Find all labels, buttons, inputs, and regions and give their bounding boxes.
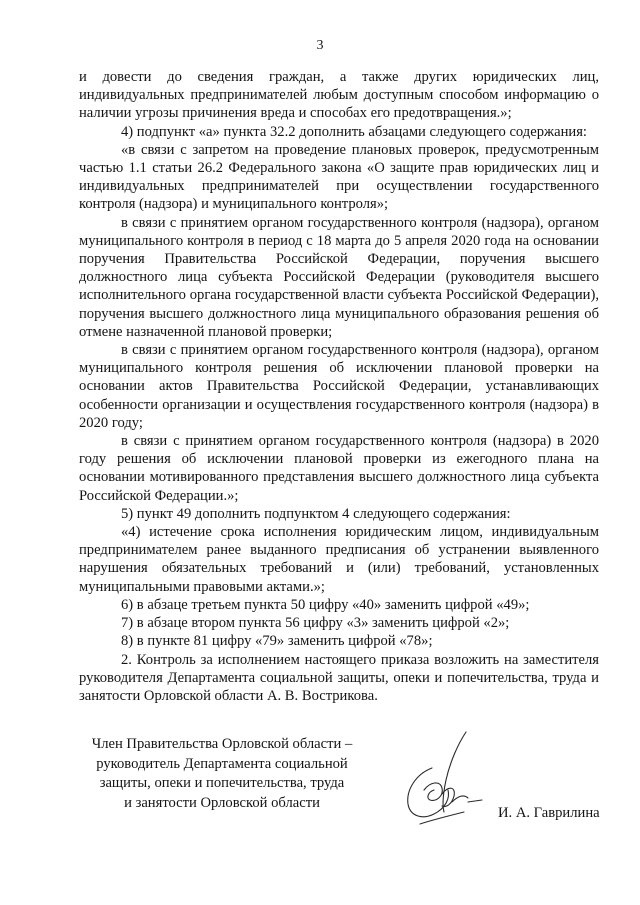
signatory-position-line: Член Правительства Орловской области – [91, 736, 353, 752]
paragraph: в связи с принятием органом государственного контроля (надзора), органом муниципального контроля в период с 18 марта до 5 апреля 2020 года на основании поручения Правительства Российской Федерации, поручения высшего должностного лица субъекта Российской Федерации (руководителя высшего исполнительного органа государственной власти субъекта Российской Федерации), поручения высшего должностного лица муниципального образования решения об отмене назначенной плановой проверки; [79, 214, 599, 340]
signatory-position-line: защиты, опеки и попечительства, труда [99, 775, 345, 791]
handwritten-signature-icon [402, 728, 484, 830]
paragraph: в связи с принятием органом государственного контроля (надзора), органом муниципального контроля решения об исключении плановой проверки на основании актов Правительства Российской Федерации, устанавливающих особенности организации и осуществления государственного контроля (надзора) в 2020 году; [79, 342, 599, 431]
paragraph: 7) в абзаце втором пункта 56 цифру «3» заменить цифрой «2»; [121, 615, 510, 632]
signer-name: И. А. Гаврилина [498, 805, 600, 821]
paragraph: и довести до сведения граждан, а также других юридических лиц, индивидуальных предпринимателей любым доступным способом информацию о наличии угрозы причинения вреда и способах его предотвращения.»; [79, 69, 599, 122]
paragraph: 5) пункт 49 дополнить подпунктом 4 следующего содержания: [121, 505, 511, 522]
paragraph: 2. Контроль за исполнением настоящего приказа возложить на заместителя руководителя Департамента социальной защиты, опеки и попечительства, труда и занятости Орловской области А. В. Вострикова. [79, 651, 599, 704]
document-body [79, 68, 599, 705]
signatory-position-line: и занятости Орловской области [124, 794, 320, 811]
paragraph: 4) подпункт «а» пункта 32.2 дополнить абзацами следующего содержания: [121, 123, 587, 140]
paragraph: 6) в абзаце третьем пункта 50 цифру «40» заменить цифрой «49»; [121, 596, 530, 613]
signatory-position [86, 735, 358, 813]
paragraph: «в связи с запретом на проведение плановых проверок, предусмотренным частью 1.1 статьи 26.2 Федерального закона «О защите прав юридических лиц и индивидуальных предпринимателей при осуществлении государственного контроля (надзора) и муниципального контроля»; [79, 141, 599, 213]
page-number: 3 [316, 38, 324, 53]
paragraph: 8) в пункте 81 цифру «79» заменить цифрой «78»; [121, 633, 433, 650]
paragraph: в связи с принятием органом государственного контроля (надзора) в 2020 году решения об исключении плановой проверки из ежегодного плана на основании мотивированного представления высшего должностного лица субъекта Российской Федерации.»; [79, 433, 599, 504]
signatory-position-line: руководитель Департамента социальной [96, 755, 348, 772]
paragraph: «4) истечение срока исполнения юридическим лицом, индивидуальным предпринимателем ранее выданного предписания об устранении выявленного нарушения обязательных требований и (или) требований, установленных муниципальными правовыми актами.»; [79, 524, 599, 595]
